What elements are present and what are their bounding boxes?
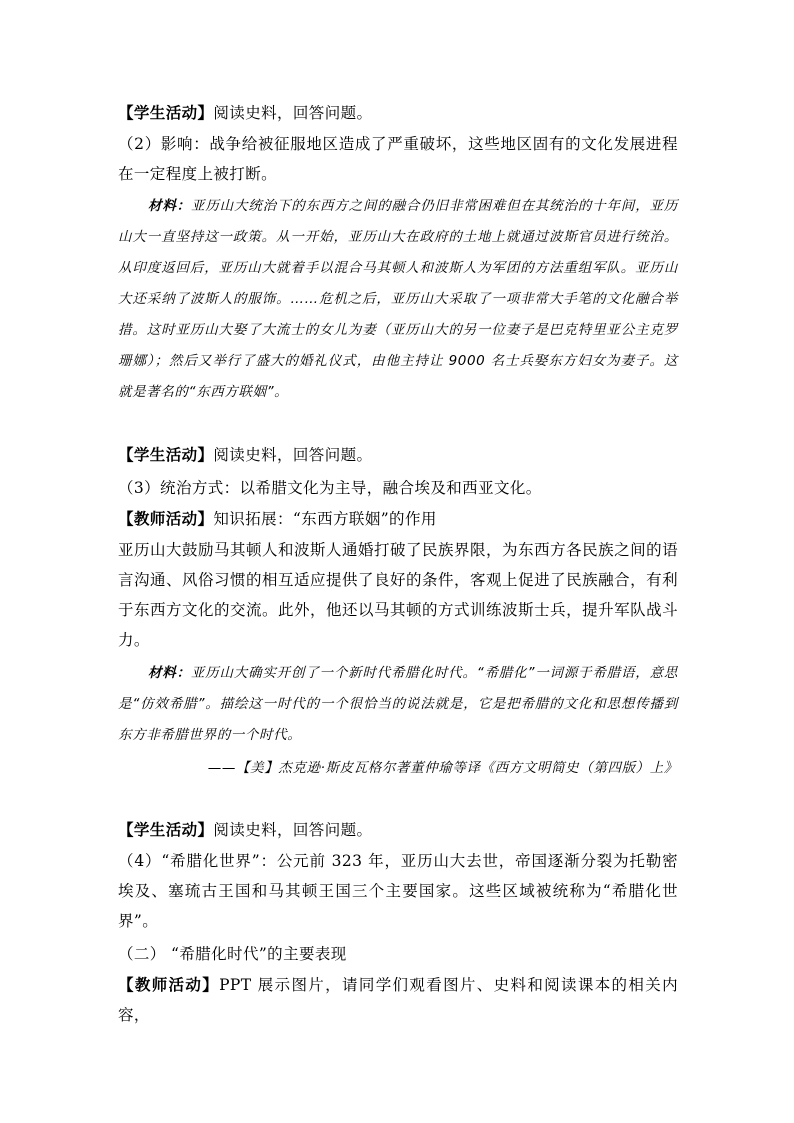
heading-text: （二） “希腊化时代”的主要表现 (118, 945, 347, 963)
source-material-1 (118, 191, 678, 408)
student-activity-1 (118, 98, 678, 128)
material-label: 材料： (148, 665, 191, 681)
material-text: 亚历山大确实开创了一个新时代希腊化时代。“希腊化”一词源于希腊语，意思是“仿效希腊”。描绘这一时代的一个很恰当的说法就是，它是把希腊的文化和思想传播到东方非希腊世界的一个时代。 (118, 665, 678, 743)
activity-text: 阅读史料，回答问题。 (213, 104, 373, 122)
source-material-2 (118, 658, 678, 751)
activity-label: 【学生活动】 (118, 103, 214, 122)
source-citation (118, 753, 678, 784)
activity-text: PPT 展示图片，请同学们观看图片、史料和阅读课本的相关内容， (118, 976, 678, 1024)
section-heading (118, 939, 678, 969)
paragraph-text: （2）影响：战争给被征服地区造成了严重破坏，这些地区固有的文化发展进程在一定程度上被打断。 (118, 135, 678, 183)
rule-method-paragraph (118, 473, 678, 503)
paragraph-text: （4）“希腊化世界”：公元前 323 年，亚历山大去世，帝国逐渐分裂为托勒密埃及、塞琉古王国和马其顿王国三个主要国家。这些区域被统称为“希腊化世界”。 (118, 852, 678, 930)
student-activity-3 (118, 815, 678, 845)
material-text: 亚历山大统治下的东西方之间的融合仍旧非常困难但在其统治的十年间，亚历山大一直坚持这一政策。从一开始，亚历山大在政府的土地上就通过波斯官员进行统治。从印度返回后，亚历山大就着手以混合马其顿人和波斯人为军团的方法重组军队。亚历山大还采纳了波斯人的服饰。……危机之后，亚历山大采取了一项非常大手笔的文化融合举措。这时亚历山大娶了大流士的女儿为妻（亚历山大的另一位妻子是巴克特里亚公主克罗珊娜）；然后又举行了盛大的婚礼仪式，由他主持让 9000 名士兵娶东方妇女为妻子。这就是著名的“东西方联姻”。 (118, 198, 678, 400)
teacher-activity-1 (118, 504, 678, 534)
citation-text: ——【美】杰克逊·斯皮瓦格尔著董仲瑜等译《西方文明简史（第四版）上》 (207, 760, 678, 776)
paragraph-text: （3）统治方式：以希腊文化为主导，融合埃及和西亚文化。 (118, 479, 542, 497)
activity-text: 阅读史料，回答问题。 (213, 446, 373, 464)
activity-text: 知识拓展：“东西方联姻”的作用 (213, 510, 437, 528)
marriage-effect-paragraph (118, 535, 678, 655)
influence-paragraph (118, 129, 678, 189)
hellenistic-world-paragraph (118, 846, 678, 936)
activity-label: 【教师活动】 (118, 975, 220, 994)
activity-label: 【教师活动】 (118, 509, 214, 528)
material-label: 材料： (148, 198, 191, 214)
student-activity-2 (118, 440, 678, 470)
activity-label: 【学生活动】 (118, 445, 214, 464)
activity-label: 【学生活动】 (118, 820, 214, 839)
paragraph-text: 亚历山大鼓励马其顿人和波斯人通婚打破了民族界限，为东西方各民族之间的语言沟通、风俗习惯的相互适应提供了良好的条件，客观上促进了民族融合，有利于东西方文化的交流。此外，他还以马其顿的方式训练波斯士兵，提升军队战斗力。 (118, 541, 678, 649)
activity-text: 阅读史料，回答问题。 (213, 821, 373, 839)
teacher-activity-2 (118, 970, 678, 1030)
